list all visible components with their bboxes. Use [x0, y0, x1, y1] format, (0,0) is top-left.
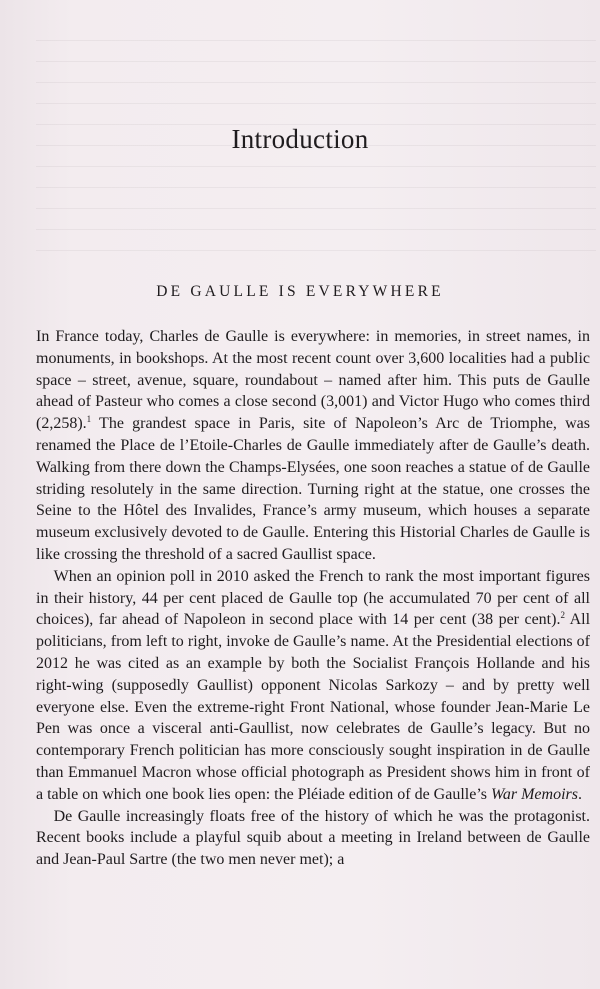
paragraph-2-part-b: All politicians, from left to right, invoke de Gaulle’s name. At the Presidential elections of 2012 he was cited as an example by both the Socialist François Hollande and his right-wing (supposedly Gaullist) opponent Nicolas Sarkozy – and by pretty well everyone else. Even the extreme-right Front National, whose founder Jean-Marie Le Pen was once a visceral anti-Gaullist, now celebrates de Gaulle’s legacy. But no contemporary French politician has more consciously sought inspiration in de Gaulle than Emmanuel Macron whose official photograph as President shows him in front of a table on which one book lies open: the Pléiade edition of de Gaulle’s	[36, 611, 591, 803]
paragraph-1	[36, 326, 590, 566]
footnote-ref-2[interactable]: 2	[560, 610, 565, 621]
paragraph-3: De Gaulle increasingly floats free of the history of which he was the protagonist. Recent books include a playful squib about a meeting in Ireland between de Gaulle and Jean-Paul Sartre (the two men never met); a	[36, 807, 590, 869]
paragraph-2	[36, 566, 590, 806]
paragraph-2-part-c: .	[577, 785, 582, 803]
paragraph-1-part-b: The grandest space in Paris, site of Napoleon’s Arc de Triomphe, was renamed the Place de l’Etoile-Charles de Gaulle immediately after de Gaulle’s death. Walking from there down the Champs-Elysées, one soon reaches a statue of de Gaulle striding resolutely in the same direction. Turning right at the statue, one crosses the Seine to the Hôtel des Invalides, France’s army museum, which houses a separate museum exclusively devoted to de Gaulle. Entering this Historial Charles de Gaulle is like crossing the threshold of a sacred Gaullist space.	[36, 415, 590, 563]
footnote-ref-1[interactable]: 1	[86, 414, 92, 425]
section-heading: DE GAULLE IS EVERYWHERE	[156, 283, 444, 300]
paragraph-2-part-a: When an opinion poll in 2010 asked the French to rank the most important figures in their history, 44 per cent placed de Gaulle top (he accumulated 70 per cent of all choices), far ahead of Napoleon in second place with 14 per cent (38 per cent).	[36, 567, 590, 629]
book-title-war-memoirs: War Memoirs	[491, 785, 578, 803]
chapter-title: Introduction	[231, 124, 369, 154]
paragraph-1-part-a: In France today, Charles de Gaulle is everywhere: in memories, in street names, in monuments, in bookshops. At the most recent count over 3,600 localities had a public space – street, avenue, square, roundabout – named after him. This puts de Gaulle ahead of Pasteur who comes a close second (3,001) and Victor Hugo who comes third (2,258).	[36, 328, 590, 433]
body-text	[36, 326, 590, 871]
show-through-texture	[36, 40, 596, 270]
